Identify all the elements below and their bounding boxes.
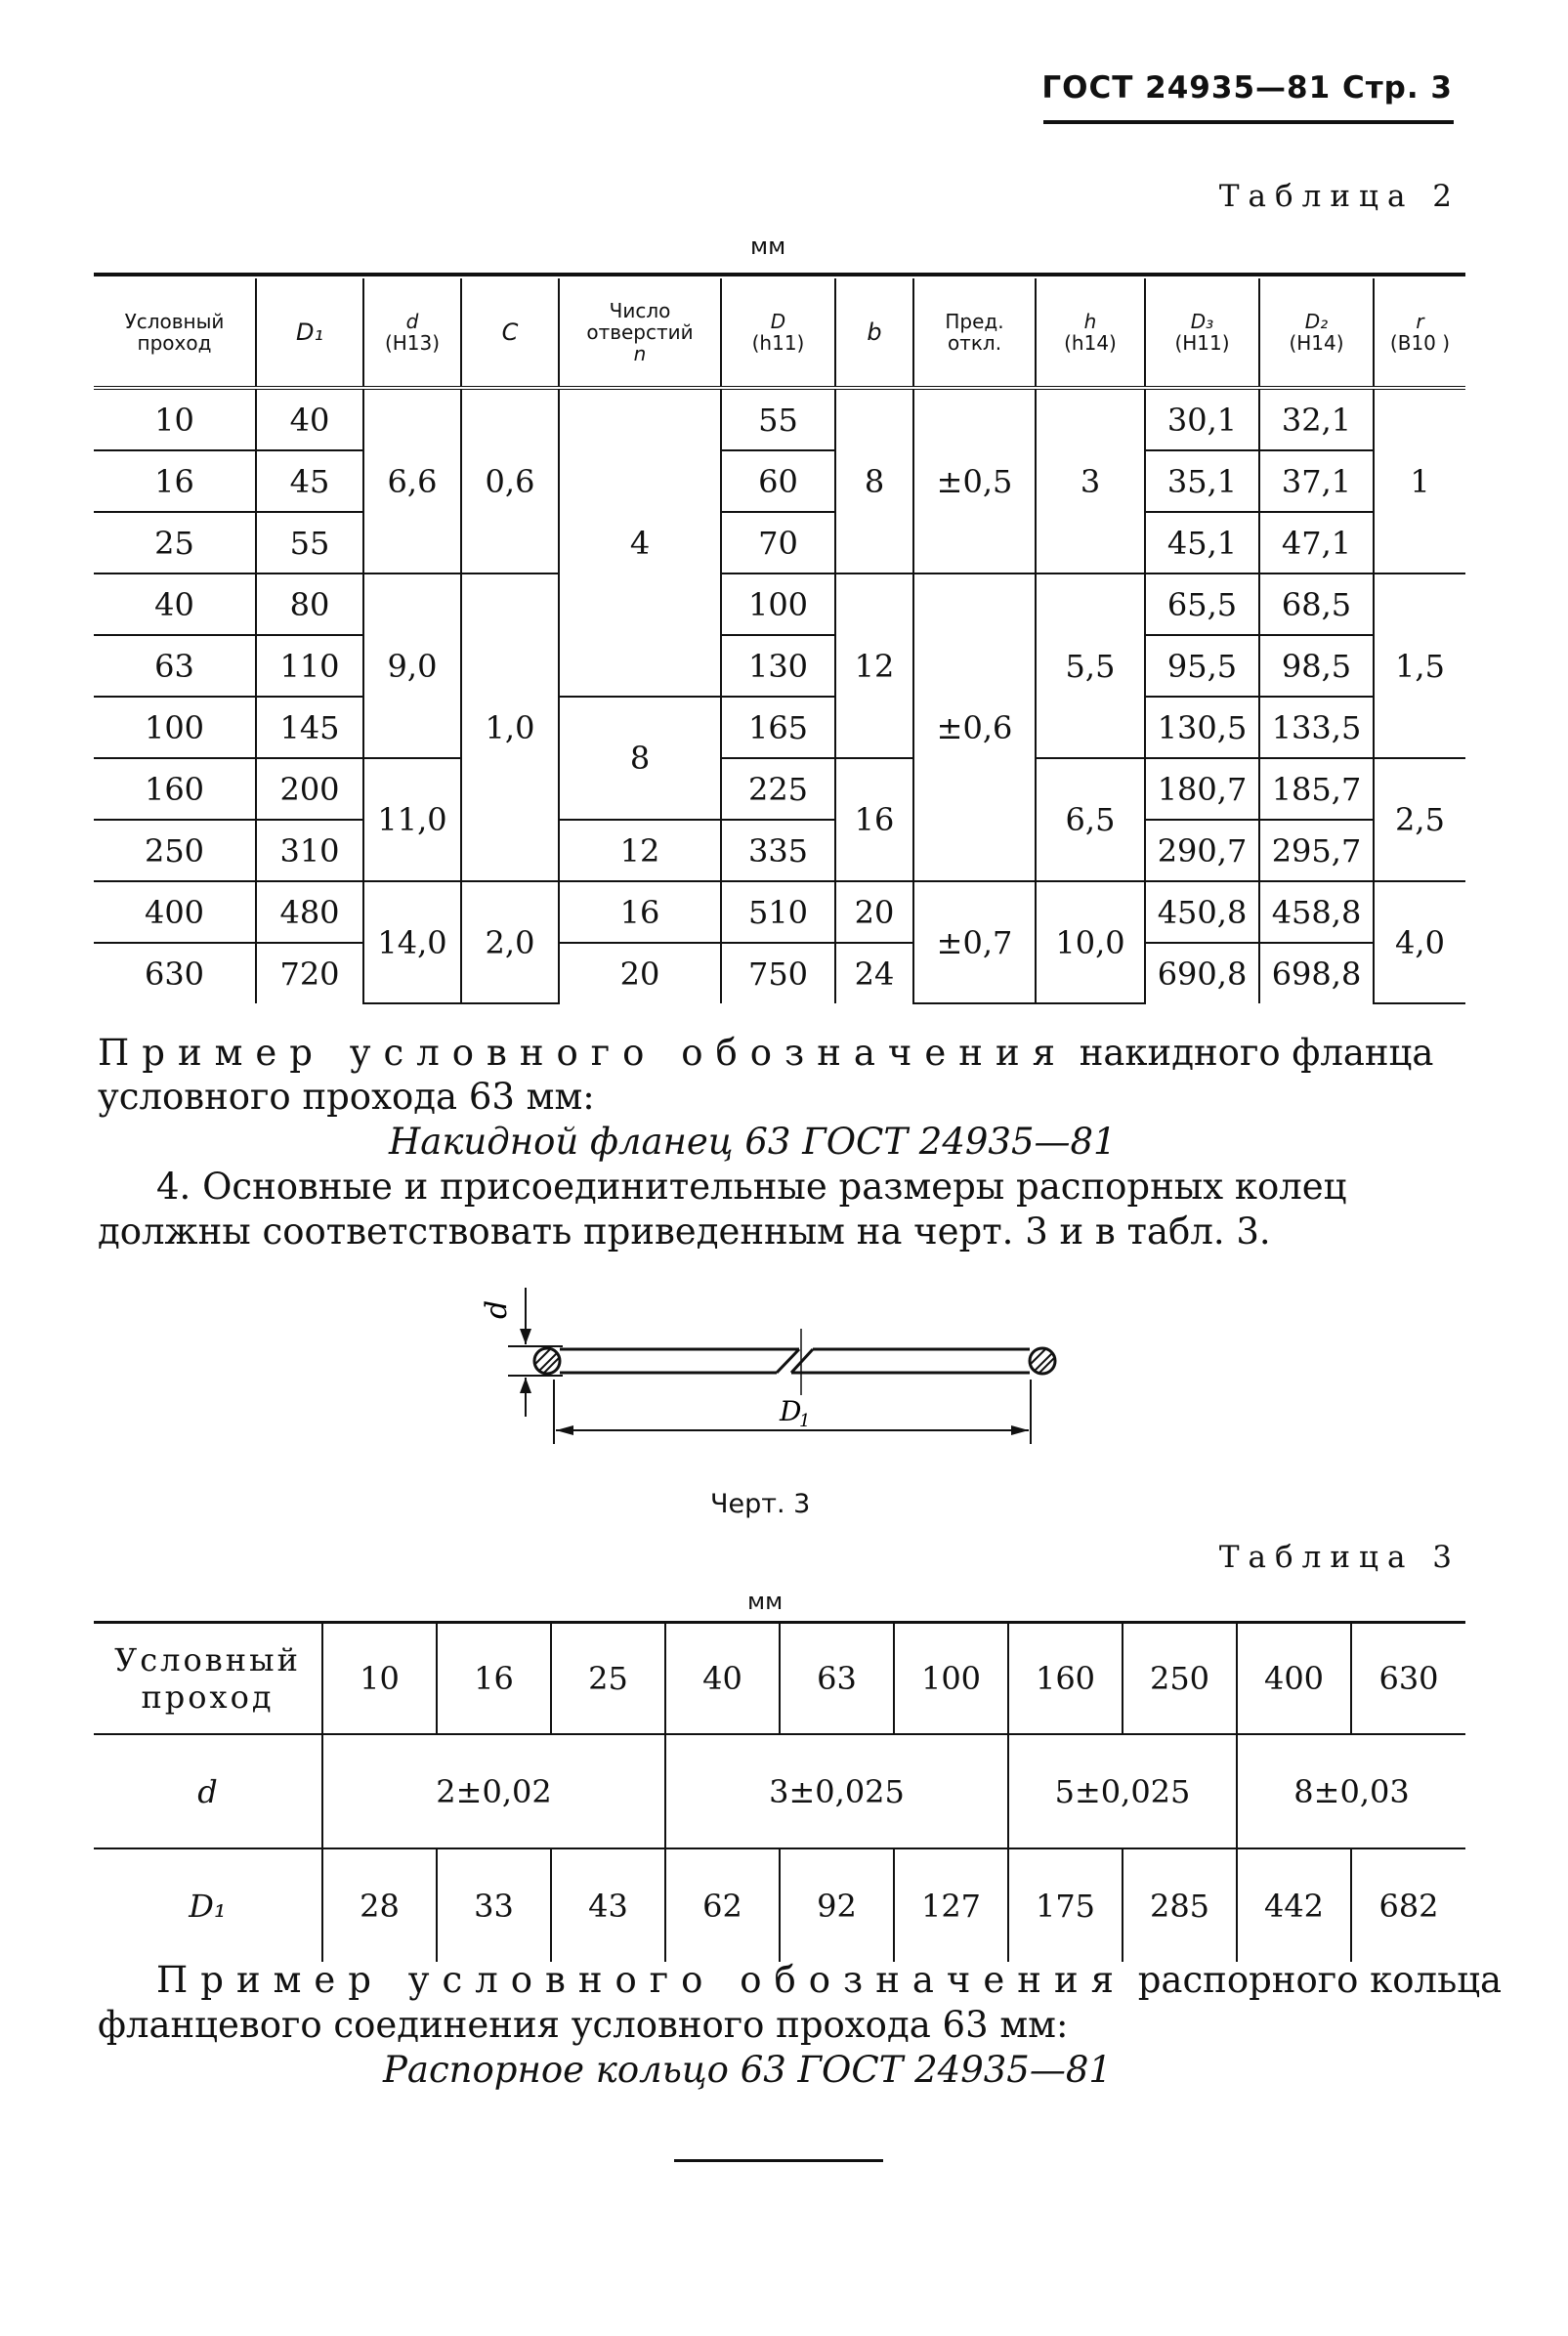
col-r: r (B10 )	[1374, 278, 1465, 388]
table2-row: 250 310 12 335 290,7 295,7	[94, 820, 1465, 881]
col-d: d (H13)	[363, 278, 461, 388]
table2-row: 10 40 6,6 0,6 4 55 8 ±0,5 3 30,1 32,1 1	[94, 388, 1465, 450]
example1-line1: Пример условного обозначения накидного фланца	[98, 1032, 1434, 1074]
d-arrow-bottom	[520, 1378, 531, 1393]
col-passage: Условный проход	[94, 278, 256, 388]
table3-D1-row: D₁ 28 33 43 62 92 127 175 285 442 682	[94, 1848, 1465, 1962]
end-rule	[674, 2159, 883, 2162]
table2-header-row	[94, 278, 1465, 388]
table2-row: 40 80 9,0 1,0 100 12 ±0,6 5,5 65,5 68,5 1,5	[94, 573, 1465, 635]
table2-row: 16 45 60 35,1 37,1	[94, 450, 1465, 512]
col-C: C	[461, 278, 559, 388]
col-b: b	[835, 278, 913, 388]
col-D3: D₃ (H11)	[1145, 278, 1259, 388]
col-D1: D₁	[256, 278, 363, 388]
col-D2: D₂ (H14)	[1259, 278, 1374, 388]
example2-line2: фланцевого соединения условного прохода 63 мм:	[98, 2004, 1069, 2046]
table3-D1-label: D₁	[189, 1887, 227, 1925]
label-D1: D	[780, 1395, 802, 1427]
table2	[94, 278, 1465, 1004]
table3	[94, 1624, 1465, 1962]
example2-line1: Пример условного обозначения распорного кольца	[156, 1959, 1503, 2001]
table3-d-row: d 2±0,02 3±0,025 5±0,025 8±0,03	[94, 1734, 1465, 1848]
ring-drawing	[469, 1270, 1094, 1456]
header-rule	[1043, 120, 1454, 124]
table2-unit: мм	[750, 233, 786, 260]
page-header: ГОСТ 24935—81 Стр. 3	[1041, 70, 1453, 106]
table2-row: 400 480 14,0 2,0 16 510 20 ±0,7 10,0 450,8 458,8 4,0	[94, 881, 1465, 943]
table2-row: 63 110 130 95,5 98,5	[94, 635, 1465, 697]
table2-row: 630 720 20 750 24 690,8 698,8	[94, 943, 1465, 1003]
col-h: h (h14)	[1036, 278, 1145, 388]
table2-caption: Таблица 2	[1218, 179, 1461, 214]
table2-row: 25 55 70 45,1 47,1	[94, 512, 1465, 573]
item4-line2: должны соответствовать приведенным на черт. 3 и в табл. 3.	[98, 1210, 1271, 1253]
example1-designation: Накидной фланец 63 ГОСТ 24935—81	[389, 1121, 1117, 1163]
table3-passage-label: Условный проход	[94, 1624, 322, 1734]
table2-row: 160 200 11,0 225 16 6,5 180,7 185,7 2,5	[94, 758, 1465, 820]
d-arrow-top	[520, 1329, 531, 1344]
item4-line1: 4. Основные и присоединительные размеры распорных колец	[156, 1166, 1347, 1208]
col-tol: Пред. откл.	[913, 278, 1036, 388]
drawing-caption: Черт. 3	[710, 1489, 811, 1519]
table2-top-rule	[94, 273, 1465, 276]
table3-d-label: d	[94, 1734, 322, 1848]
col-D: D (h11)	[721, 278, 835, 388]
table3-caption: Таблица 3	[1218, 1540, 1461, 1575]
label-D1-subscript: 1	[799, 1411, 811, 1431]
example1-line2: условного прохода 63 мм:	[98, 1076, 595, 1118]
table3-passage-row: Условный проход 10 16 25 40 63 100 160 250 400 630	[94, 1624, 1465, 1734]
label-d: d	[480, 1299, 514, 1319]
col-holes: Число отверстий n	[559, 278, 721, 388]
table2-row: 100 145 8 165 130,5 133,5	[94, 697, 1465, 758]
table3-unit: мм	[747, 1588, 784, 1615]
example2-designation: Распорное кольцо 63 ГОСТ 24935—81	[383, 2049, 1112, 2091]
